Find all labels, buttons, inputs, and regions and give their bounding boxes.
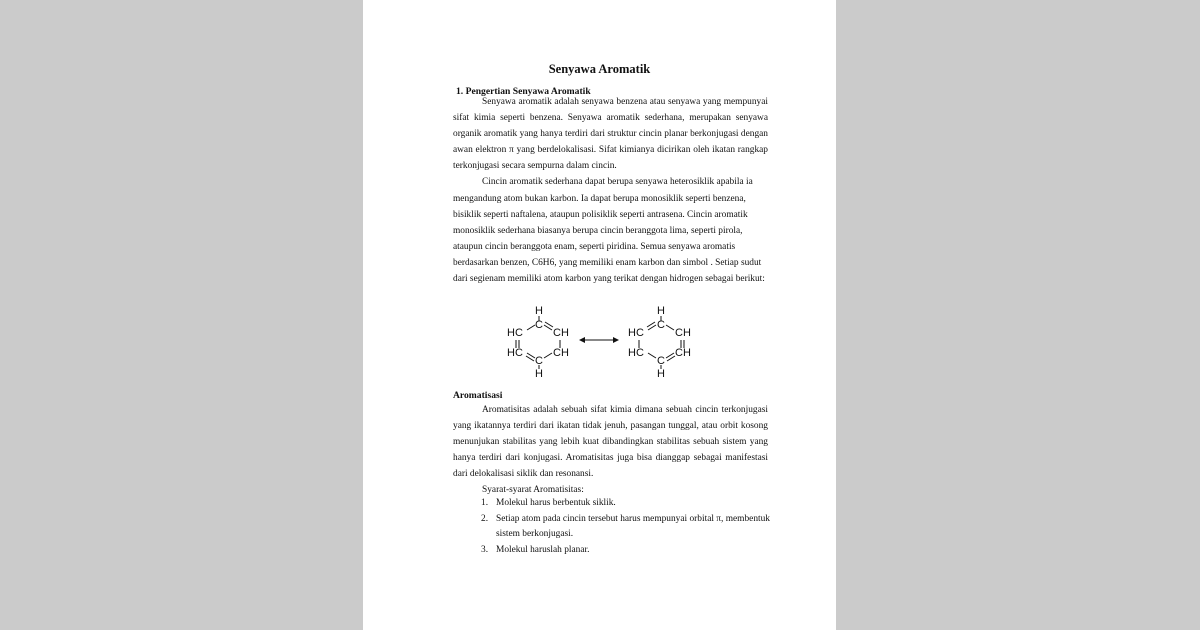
atom-label: HC	[628, 327, 644, 339]
list-number: 1.	[481, 498, 489, 508]
atom-label: C	[657, 355, 665, 367]
paragraph: Aromatisitas adalah sebuah sifat kimia dimana sebuah cincin terkonjugasi yang ikatannya terdiri dari ikatan tidak jenuh, pasangan tunggal, atau orbit kosong menunjukan stabilitas yang lebih kuat dibandingkan stabilitas sebuah sistem yang hanya terdiri dari konjugasi. Aromatisitas juga bisa dianggap sebagai manifestasi dari delokalisasi siklik dan resonansi.	[453, 405, 768, 480]
list-number: 2.	[481, 513, 489, 524]
atom-label: HC	[507, 347, 523, 359]
list-item	[481, 512, 770, 543]
list-item	[481, 543, 770, 559]
benzene-structure-left	[507, 305, 569, 378]
requirements-list	[481, 496, 770, 558]
atom-label: C	[657, 319, 665, 331]
resonance-arrow	[579, 337, 619, 343]
section-heading-pengertian: 1. Pengertian Senyawa Aromatik	[456, 86, 591, 97]
atom-label: HC	[507, 327, 523, 339]
benzene-structure-right	[628, 305, 691, 378]
list-text: Setiap atom pada cincin tersebut harus mempunyai orbital π, membentuk sistem berkonjugasi.	[496, 513, 770, 540]
atom-label: CH	[675, 327, 691, 339]
atom-label: CH	[553, 327, 569, 339]
paragraph: Cincin aromatik sederhana dapat berupa senyawa heterosiklik apabila ia mengandung atom bukan karbon. Ia dapat berupa monosiklik seperti benzena, bisiklik seperti naftalena, ataupun polisiklik seperti antrasena. Cincin aromatik monosiklik sederhana biasanya berupa cincin beranggota lima, seperti pirola, ataupun cincin beranggota enam, seperti piridina. Semua senyawa aromatis berdasarkan benzen, C6H6, yang memiliki enam karbon dan simbol . Setiap sudut dari segienam memiliki atom karbon yang terikat dengan hidrogen sebagai berikut:	[453, 177, 765, 285]
paragraph: Senyawa aromatik adalah senyawa benzena atau senyawa yang mempunyai sifat kimia seperti benzena. Senyawa aromatik sederhana, merupakan senyawa organik aromatik yang hanya terdiri dari struktur cincin planar berkonjugasi dengan awan elektron π yang berdelokalisasi. Sifat kimianya dicirikan oleh ikatan rangkap terkonjugasi secara sempurna dalam cincin.	[453, 97, 768, 172]
atom-label: H	[657, 368, 665, 378]
list-text: Molekul haruslah planar.	[496, 544, 590, 555]
list-text: Molekul harus berbentuk siklik.	[496, 498, 616, 508]
atom-label: CH	[675, 347, 691, 359]
atom-label: H	[535, 305, 543, 317]
atom-label: CH	[553, 347, 569, 359]
requirements-intro: Syarat-syarat Aromatisitas:	[482, 485, 584, 496]
list-item	[481, 496, 770, 512]
benzene-resonance-diagram	[497, 300, 707, 378]
list-number: 3.	[481, 544, 489, 555]
atom-label: H	[535, 368, 543, 378]
section1-body	[453, 94, 768, 287]
atom-label: C	[535, 355, 543, 367]
atom-label: H	[657, 305, 665, 317]
document-page	[363, 0, 836, 630]
section2-body	[453, 402, 768, 499]
atom-label: HC	[628, 347, 644, 359]
atom-label: C	[535, 319, 543, 331]
section-heading-aromatisasi: Aromatisasi	[453, 390, 503, 401]
page-title: Senyawa Aromatik	[548, 62, 651, 76]
